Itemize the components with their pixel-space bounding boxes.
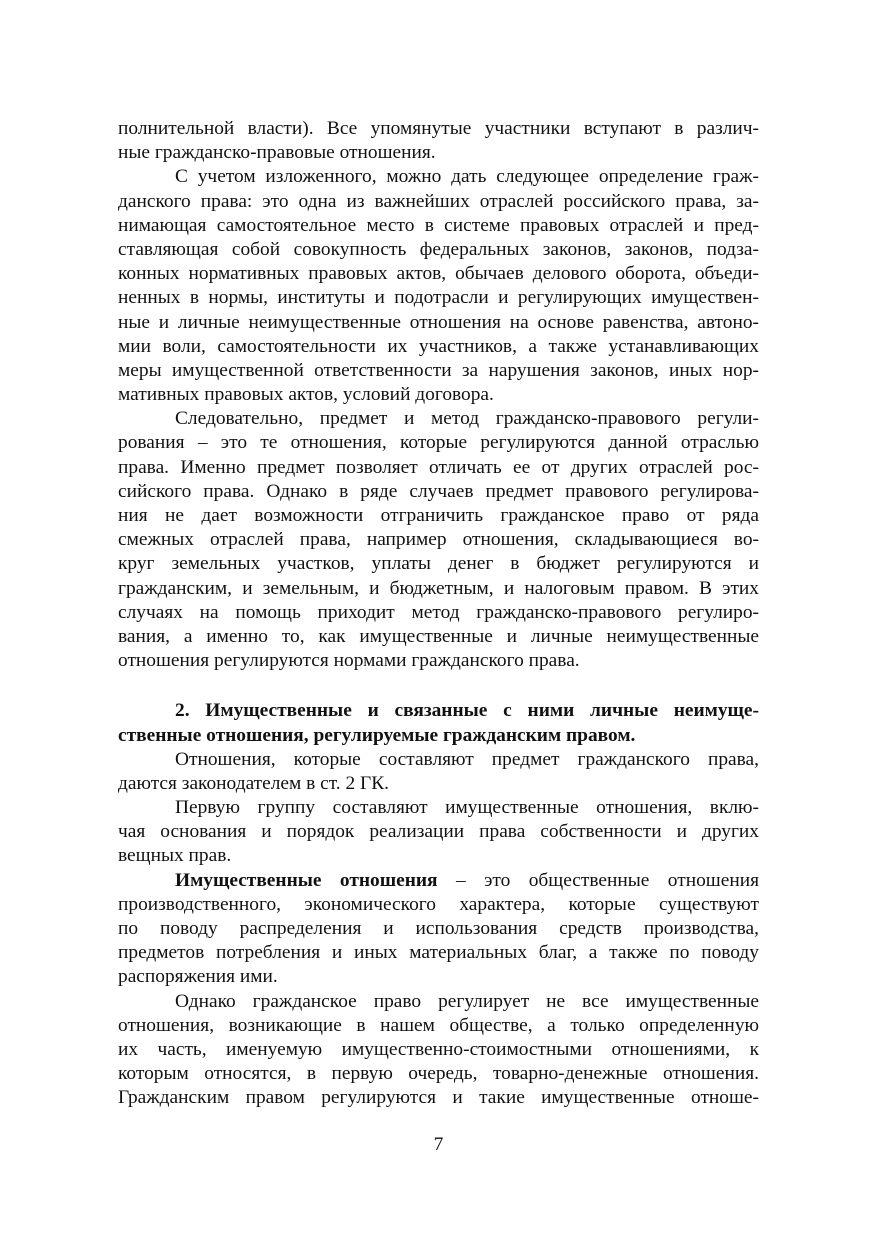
text-line: Отношения, которые составляют предмет гражданского права,	[175, 748, 759, 770]
text-line: даются законодателем в ст. 2 ГК.	[118, 772, 390, 794]
text-line: ненных в нормы, институты и подотрасли и регулирующих имуществен-	[118, 287, 759, 309]
text-line: распоряжения ими.	[118, 966, 278, 988]
text-line: рования – это те отношения, которые регулируются данной отраслью	[118, 432, 759, 454]
text-line: предметов потребления и иных материальных благ, а также по поводу	[118, 942, 759, 964]
text-line: вания, а именно то, как имущественные и личные неимущественные	[118, 625, 759, 647]
paragraph-property-relations	[118, 869, 759, 990]
paragraph-first-group	[118, 796, 759, 869]
paragraph-article-2	[118, 748, 759, 796]
text-line: вещных прав.	[118, 845, 232, 867]
text-line: их часть, именуемую имущественно-стоимостными отношениями, к	[118, 1038, 759, 1060]
text-line: Следовательно, предмет и метод гражданско-правового регули-	[175, 408, 759, 430]
text-line: сийского права. Однако в ряде случаев предмет правового регулирова-	[118, 480, 759, 502]
paragraph-intro	[118, 117, 759, 165]
text-line: ные гражданско-правовые отношения.	[118, 142, 436, 164]
text-line: производственного, экономического характера, которые существуют	[118, 893, 759, 915]
text-line: нимающая самостоятельное место в системе правовых отраслей и пред-	[118, 214, 759, 236]
heading-line: 2. Имущественные и связанные с ними личные неимуще-	[175, 700, 759, 722]
text-line: права. Именно предмет позволяет отличать ее от других отраслей рос-	[118, 456, 759, 478]
section-heading	[118, 699, 759, 747]
text-line: круг земельных участков, уплаты денег в бюджет регулируются и	[118, 553, 759, 575]
text-line: С учетом изложенного, можно дать следующее определение граж-	[175, 166, 759, 188]
text-line: по поводу распределения и использования средств производства,	[118, 918, 759, 939]
paragraph-subject-method	[118, 407, 759, 673]
text-line	[118, 869, 759, 893]
text-line: Гражданским правом регулируются и такие имущественные отноше-	[118, 1087, 759, 1109]
text-line: ставляющая собой совокупность федеральных законов, законов, подза-	[118, 238, 759, 260]
text-line: мативных правовых актов, условий договора.	[118, 384, 494, 406]
heading-line: ственные отношения, регулируемые гражданским правом.	[118, 724, 636, 746]
section-spacer	[118, 673, 759, 699]
text-line: отношения, возникающие в нашем обществе, а только определенную	[118, 1014, 759, 1036]
text-line: данского права: это одна из важнейших отраслей российского права, за-	[118, 190, 759, 212]
term-definition-start: – это общественные отношения	[437, 869, 760, 891]
defined-term: Имущественные отношения	[175, 869, 438, 891]
page-number: 7	[433, 1134, 444, 1155]
text-line: смежных отраслей права, например отношения, складывающиеся во-	[118, 529, 759, 551]
paragraph-scope	[118, 990, 759, 1111]
text-line: гражданским, и земельным, и бюджетным, и налоговым правом. В этих	[118, 577, 759, 599]
text-line: конных нормативных правовых актов, обычаев делового оборота, объеди-	[118, 263, 759, 285]
text-line: ния не дает возможности отграничить гражданское право от ряда	[118, 505, 759, 526]
text-line: Первую группу составляют имущественные отношения, вклю-	[175, 797, 759, 819]
text-line: отношения регулируются нормами гражданского права.	[118, 650, 580, 672]
text-line: меры имущественной ответственности за нарушения законов, иных нор-	[118, 359, 759, 381]
text-line: чая основания и порядок реализации права собственности и других	[118, 821, 759, 843]
text-line: мии воли, самостоятельности их участников, а также устанавливающих	[118, 335, 759, 357]
text-line: полнительной власти). Все упомянутые участники вступают в различ-	[118, 118, 759, 139]
text-line: случаях на помощь приходит метод гражданско-правового регулиро-	[118, 601, 759, 623]
text-line: которым относятся, в первую очередь, товарно-денежные отношения.	[118, 1063, 759, 1085]
page-body	[118, 117, 759, 1111]
text-line: Однако гражданское право регулирует не все имущественные	[175, 990, 759, 1012]
paragraph-definition	[118, 165, 759, 407]
text-line: ные и личные неимущественные отношения на основе равенства, автоно-	[118, 311, 759, 333]
